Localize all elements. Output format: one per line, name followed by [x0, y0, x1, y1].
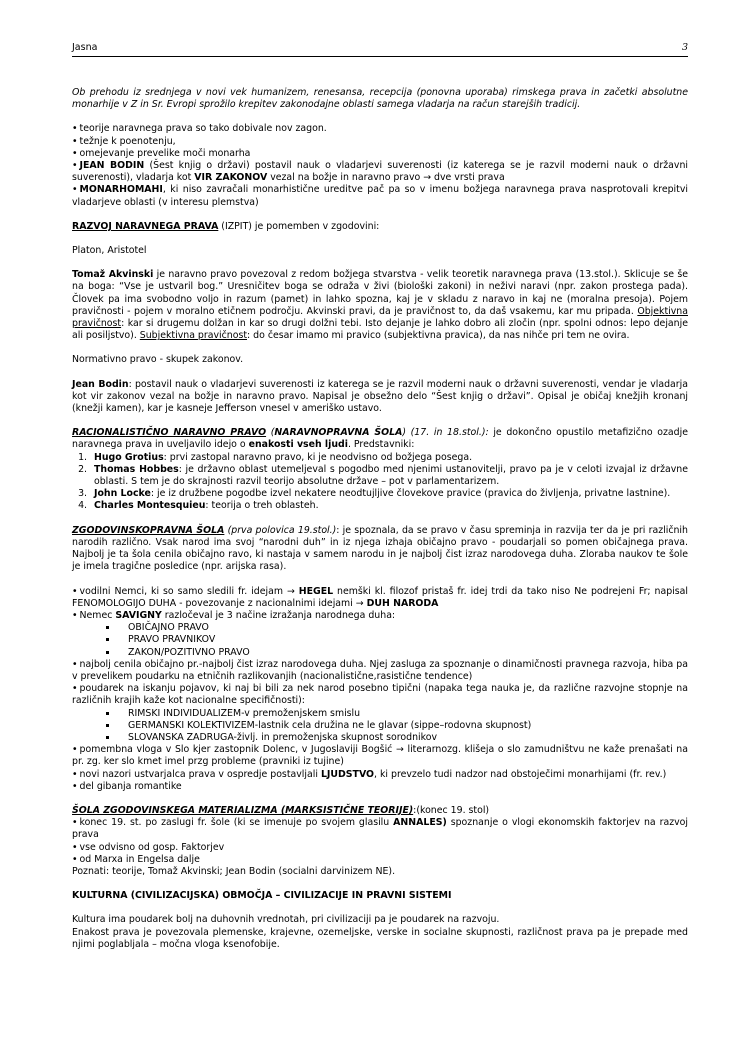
list-item: • teorije naravnega prava so tako dobivale nov zagon.	[72, 123, 688, 135]
marks-heading: ŠOLA ZGODOVINSKEGA MATERIALIZMA (MARKSISTIČNE TEORIJE):(konec 19. stol)	[72, 804, 490, 816]
platon-line: Platon, Aristotel	[72, 245, 147, 257]
list-item: • del gibanja romantike	[72, 781, 688, 793]
list-item: ▪ RIMSKI INDIVIDUALIZEM-v premoženjskem smislu	[118, 708, 688, 720]
tomaz-paragraph: Tomaž Akvinski je naravno pravo povezoval z redom božjega stvarstva - velik teoretik naravnega prava (13.stol.). Sklicuje se še na boga: “Vse je ustvaril bog.” Uresničitev boga se odraža v živi (biološki zakoni) in neživi naravi (npr. zakon prostega pada). Človek pa ima svobodno voljo in razum (pamet) in lahko spozna, kaj je v skladu z naravo in kaj ne (moralna presoja). Pojem pravičnosti - pojem v moralno etičnem področju. Akvinski pravi, da je pravičnost to, da daš vsakemu, kar mu pripada. Objektivna pravičnost: kar si drugemu dolžan in kar so drugi dolžni tebi. Isto dejanje je lahko dobro ali zločin (npr. spolni odnos: lepo dejanje ali posiljstvo). Subjektivna pravičnost: do česar imamo mi pravico (subjektivna pravica), da nas nihče pri tem ne ovira.	[72, 269, 688, 342]
list-item: • težnje k poenotenju,	[72, 136, 688, 148]
intro-paragraph: Ob prehodu iz srednjega v novi vek humanizem, renesansa, recepcija (ponovna uporaba) rimskega prava in začetki absolutne monarhije v Z in Sr. Evropi sprožilo krepitev zakonodajne oblasti samega vladarja na račun starejših tradicij.	[72, 87, 688, 111]
representatives-list	[72, 452, 688, 513]
bodin-paragraph: Jean Bodin: postavil nauk o vladarjevi suverenosti iz katerega se je razvil moderni nauk o državni suverenosti, vendar je vladarja kot vir zakonov vezal na božje in naravno pravo. Napisal je obsežno delo “Šest knjig o državi”. Opisal je običaj knežjih kronanj (knežji kamen), kar je kasneje Jefferson vnesel v ameriško ustavo.	[72, 378, 688, 415]
list-item: • od Marxa in Engelsa dalje	[72, 854, 688, 866]
zgodovinsko-paragraph: ZGODOVINSKOPRAVNA ŠOLA (prva polovica 19.stol.): je spoznala, da se pravo v času spreminja in razvija ter da je pri različnih narodih različno. Vsak narod ima svoj “narodni duh” in iz njega izhaja običajno pravo - poudarjali so pomen običajnega prava. Najbolj je ta šola cenila običajno ravo, ki nastaja v samem narodu in je najbolj čist izraz narodovega duha. Zloraba naukov te šole je imela tragične posledice (npr. arijska rasa).	[72, 524, 688, 573]
list-item: ▪ OBIČAJNO PRAVO	[118, 622, 688, 634]
marks-bullet-list	[72, 817, 688, 866]
page-number: 3	[681, 42, 688, 53]
savigny-sublist	[72, 622, 688, 659]
kultura-paragraph-2: Enakost prava je povezovala plemenske, krajevne, ozemeljske, verske in socialne skupnosti, različnost prava pa je prepade med njimi poglabljala – močna vloga ksenofobije.	[72, 926, 688, 950]
kultura-paragraph-1: Kultura ima poudarek bolj na duhovnih vrednotah, pri civilizaciji pa je poudarek na razvoju.	[72, 914, 500, 926]
document-page	[72, 40, 688, 951]
list-item: ▪ ZAKON/POZITIVNO PRAVO	[118, 647, 688, 659]
list-item: • MONARHOMAHI, ki niso zavračali monarhistične ureditve pač pa so v imenu božjega naravnega prava nasprotovali krepitvi vladarjeve oblasti (v interesu plemstva)	[72, 184, 688, 208]
zgodovinsko-bullet-list	[72, 586, 688, 793]
list-item: • novi nazori ustvarjalca prava v ospredje postavljali LJUDSTVO, ki prevzelo tudi nadzor nad obstoječimi monarhijami (fr. rev.)	[72, 769, 688, 781]
list-item: 1. Hugo Grotius: prvi zastopal naravno pravo, ki je neodvisno od božjega posega.	[90, 452, 688, 464]
kultura-heading: KULTURNA (CIVILIZACIJSKA) OBMOČJA – CIVILIZACIJE IN PRAVNI SISTEMI	[72, 890, 452, 902]
list-item: ▪ GERMANSKI KOLEKTIVIZEM-lastnik cela družina ne le glavar (sippe–rodovna skupnost)	[118, 720, 688, 732]
list-item: ▪ PRAVO PRAVNIKOV	[118, 634, 688, 646]
list-item: • konec 19. st. po zaslugi fr. šole (ki se imenuje po svojem glasilu ANNALES) spoznanje o vlogi ekonomskih faktorjev na razvoj prava	[72, 817, 688, 841]
list-item: • Nemec SAVIGNY razločeval je 3 načine izražanja narodnega duha:	[72, 610, 688, 622]
list-item: • JEAN BODIN (Šest knjig o državi) postavil nauk o vladarjevi suverenosti (iz katerega se je razvil moderni nauk o državni suverenosti), vladarja kot VIR ZAKONOV vezal na božje in naravno pravo → dve vrsti prava	[72, 160, 688, 184]
page-header	[72, 42, 688, 57]
header-author: Jasna	[72, 42, 98, 53]
list-item: • vodilni Nemci, ki so samo sledili fr. idejam → HEGEL nemški kl. filozof pristaš fr. idej trdi da tako niso Ne podrejeni Fr; napisal FENOMOLOGIJO DUHA - povezovanje z nacionalnimi idejami → DUH NARODA	[72, 586, 688, 610]
racionalisticno-paragraph: RACIONALISTIČNO NARAVNO PRAVO (NARAVNOPRAVNA ŠOLA) (17. in 18.stol.): je dokončno opustilo metafizično ozadje naravnega prava in uveljavilo idejo o enakosti vseh ljudi. Predstavniki:	[72, 427, 689, 451]
list-item: • vse odvisno od gosp. Faktorjev	[72, 842, 688, 854]
list-item: 3. John Locke: je iz družbene pogodbe izvel nekatere neodtujljive človekove pravice (pravica do življenja, privatne lastnine).	[90, 488, 688, 500]
poznati-line: Poznati: teorije, Tomaž Akvinski; Jean Bodin (socialni darvinizem NE).	[72, 865, 396, 877]
razvoj-heading: RAZVOJ NARAVNEGA PRAVA (IZPIT) je pomemben v zgodovini:	[72, 220, 380, 232]
list-item: ▪ SLOVANSKA ZADRUGA-življ. in premoženjska skupnost sorodnikov	[118, 732, 688, 744]
list-item: 4. Charles Montesquieu: teorija o treh oblasteh.	[90, 500, 688, 512]
normativno-line: Normativno pravo - skupek zakonov.	[72, 354, 244, 366]
list-item: • pomembna vloga v Slo kjer zastopnik Dolenc, v Jugoslaviji Bogšić → literarnozg. klišeja o slo zamudništvu ne kaže prenašati na pr. zg. ker slo kmet imel przg probleme (pravniki iz tujine)	[72, 744, 688, 768]
document-body	[72, 87, 688, 951]
list-item: • omejevanje prevelike moči monarha	[72, 148, 688, 160]
list-item: • poudarek na iskanju pojavov, ki naj bi bili za nek narod posebno tipični (napaka tega nauka je, da različne razvojne stopnje na različnih krajih kaže kot nacionalne specifičnosti):	[72, 683, 688, 707]
intro-bullet-list	[72, 123, 688, 208]
list-item: • najbolj cenila običajno pr.-najbolj čist izraz narodovega duha. Njej zasluga za spoznanje o dinamičnosti pravnega razvoja, hiba pa v prevelikem poudarku na etničnih razlikovanjih (nacionalistične,rasistične tendence)	[72, 659, 688, 683]
list-item: 2. Thomas Hobbes: je državno oblast utemeljeval s pogodbo med njenimi ustanovitelji, pravo pa je v celoti izvajal iz državne oblasti. S tem je do skrajnosti razvil teorijo absolutne države – pot v parlamentarizem.	[90, 464, 688, 488]
typical-sublist	[72, 708, 688, 745]
